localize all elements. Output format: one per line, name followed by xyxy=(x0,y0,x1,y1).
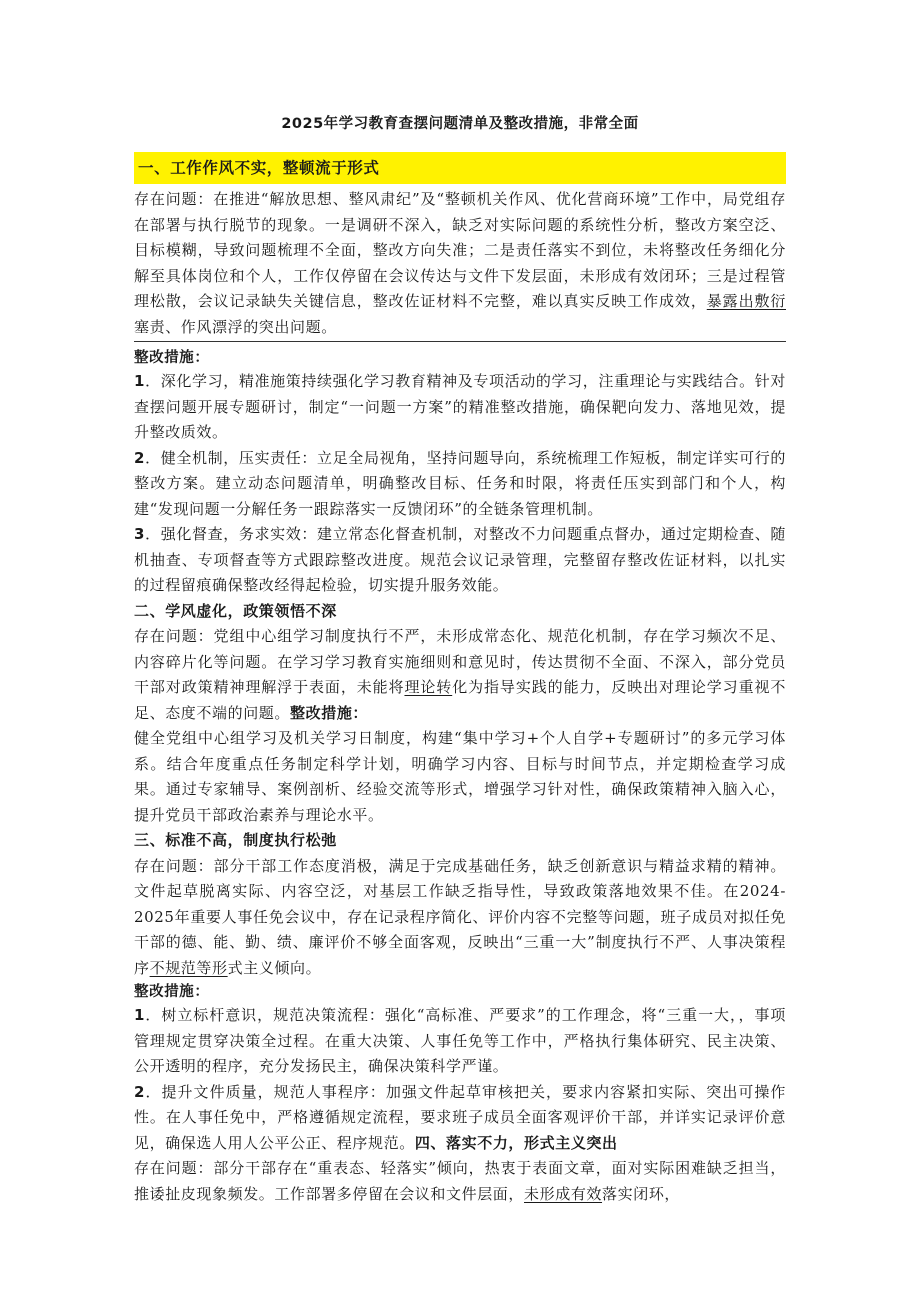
measure-text: ．深化学习，精准施策持续强化学习教育精神及专项活动的学习，注重理论与实践结合。针对查摆问题开展专题研讨，制定“一问题一方案”的精准整改措施，确保靶向发力、落地见效，提升整改质效。 xyxy=(134,372,786,441)
section-1-measure-2 xyxy=(134,446,786,523)
section-3-problem-underlined: 不规范等形 xyxy=(149,958,228,977)
section-1-measure-1 xyxy=(134,369,786,446)
section-3-heading: 三、标准不高，制度执行松弛 xyxy=(134,831,337,849)
section-1-measure-3 xyxy=(134,522,786,599)
measure-number: 1 xyxy=(134,1006,146,1024)
section-2-problem-tail: 化为指导实践的能力，反映出对理论学习重视不足、态度不端的问题。 xyxy=(134,678,786,722)
section-4-heading: 四、落实不力，形式主义突出 xyxy=(414,1133,618,1152)
measure-number: 1 xyxy=(134,372,146,390)
document-title: 2025年学习教育查摆问题清单及整改措施，非常全面 xyxy=(281,116,639,132)
section-2-heading: 二、学风虚化，政策领悟不深 xyxy=(134,601,337,620)
section-1-problem-box xyxy=(134,187,786,342)
measure-number: 2 xyxy=(134,448,146,467)
section-4-problem xyxy=(134,1156,786,1207)
section-4-problem-tail: 落实闭环， xyxy=(602,1184,681,1203)
section-3-problem-tail: 式主义倾向。 xyxy=(227,958,322,977)
measure-text: ．强化督查，务求实效：建立常态化督查机制，对整改不力问题重点督办，通过定期检查、随机抽查、专项督查等方式跟踪整改进度。规范会议记录管理，完整留存整改佐证材料，以扎实的过程留痕确保整改经得起检验，切实提升服务效能。 xyxy=(134,525,786,594)
section-3-measure-2 xyxy=(134,1080,786,1157)
section-1-problem-tail: 塞责、作风漂浮的突出问题。 xyxy=(134,317,337,336)
measure-number: 2 xyxy=(134,1082,146,1101)
section-1-problem-underlined: 暴露出敷衍 xyxy=(706,292,786,310)
measure-number: 3 xyxy=(134,525,146,543)
measure-text: ．健全机制，压实责任：立足全局视角，坚持问题导向，系统梳理工作短板，制定详实可行的整改方案。建立动态问题清单，明确整改目标、任务和时限，将责任压实到部门和个人，构建“发现问题一分解任务一跟踪落实一反馈闭环”的全链条管理机制。 xyxy=(134,448,786,518)
section-2-measures-label: 整改措施： xyxy=(290,703,369,722)
section-2-measures: 健全党组中心组学习及机关学习日制度，构建“集中学习+个人自学+专题研讨”的多元学习体系。结合年度重点任务制定科学计划，明确学习内容、目标与时间节点，并定期检查学习成果。通过专家辅导、案例剖析、经验交流等形式，增强学习针对性，确保政策精神入脑入心，提升党员干部政治素养与理论水平。 xyxy=(134,729,786,824)
section-3-measure-1 xyxy=(134,1003,786,1080)
section-3-problem-text: 存在问题：部分干部工作态度消极，满足于完成基础任务，缺乏创新意识与精益求精的精神。文件起草脱离实际、内容空泛，对基层工作缺乏指导性，导致政策落地效果不佳。在2024-2025年重要人事任免会议中，存在记录程序简化、评价内容不完整等问题，班子成员对拟任免干部的德、能、勤、绩、廉评价不够全面客观，反映出“三重一大”制度执行不严、人事决策程序 xyxy=(134,856,786,977)
section-1-measures-label: 整改措施： xyxy=(134,350,210,366)
measure-text: ．树立标杆意识，规范决策流程：强化“高标准、严要求”的工作理念，将“三重一大，，事项管理规定贯穿决策全过程。在重大决策、人事任免等工作中，严格执行集体研究、民主决策、公开透明的程序，充分发扬民主，确保决策科学严谨。 xyxy=(134,1006,786,1075)
section-1-problem xyxy=(134,187,786,340)
section-2-problem xyxy=(134,624,786,726)
section-1-problem-text: 存在问题：在推进“解放思想、整风肃纪”及“整顿机关作风、优化营商环境”工作中，局党组存在部署与执行脱节的现象。一是调研不深入，缺乏对实际问题的系统性分析，整改方案空泛、目标模糊，导致问题梳理不全面，整改方向失准；二是责任落实不到位，未将整改任务细化分解至具体岗位和个人，工作仅停留在会议传达与文件下发层面，未形成有效闭环；三是过程管理松散，会议记录缺失关键信息，整改佐证材料不完整，难以真实反映工作成效， xyxy=(134,190,786,310)
document-body xyxy=(134,152,786,1207)
section-1-heading: 一、工作作风不实，整顿流于形式 xyxy=(134,152,786,184)
section-3-measures-label: 整改措施： xyxy=(134,984,210,1000)
section-2-problem-underlined: 理论转 xyxy=(404,678,453,696)
section-4-problem-underlined: 未形成有效 xyxy=(524,1184,603,1203)
section-3-problem xyxy=(134,854,786,982)
measure-text: ．提升文件质量，规范人事程序：加强文件起草审核把关，要求内容紧扣实际、突出可操作性。在人事任免中，严格遵循规定流程，要求班子成员全面客观评价干部，并详实记录评价意见，确保选人用人公平公正、程序规范。 xyxy=(134,1082,786,1152)
section-2-problem-text: 存在问题：党组中心组学习制度执行不严，未形成常态化、规范化机制，存在学习频次不足、内容碎片化等问题。在学习学习教育实施细则和意见时，传达贯彻不全面、不深入，部分党员干部对政策精神理解浮于表面，未能将 xyxy=(134,627,786,696)
section-4-problem-text: 存在问题：部分干部存在“重表态、轻落实”倾向，热衷于表面文章，面对实际困难缺乏担当，推诿扯皮现象频发。工作部署多停留在会议和文件层面， xyxy=(134,1159,786,1203)
